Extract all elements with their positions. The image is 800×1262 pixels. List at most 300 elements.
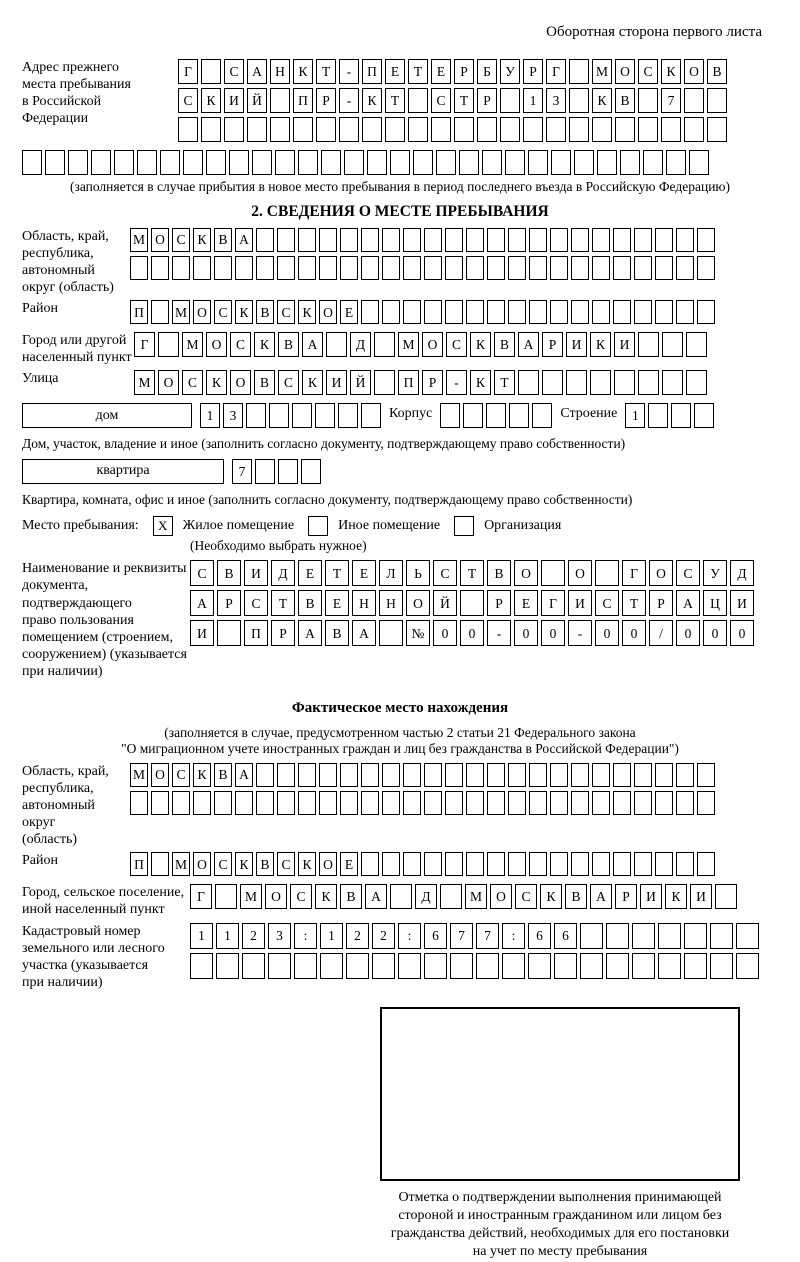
char-cell[interactable]: К — [665, 884, 687, 909]
char-cell[interactable] — [634, 256, 652, 280]
char-cell[interactable]: М — [240, 884, 262, 909]
char-cell[interactable] — [362, 117, 382, 142]
char-cell[interactable] — [550, 256, 568, 280]
char-cell[interactable]: О — [514, 560, 538, 586]
char-cell[interactable] — [172, 256, 190, 280]
char-cell[interactable]: С — [230, 332, 251, 357]
char-cell[interactable] — [500, 117, 520, 142]
char-cell[interactable] — [632, 953, 655, 979]
char-cell[interactable]: К — [470, 370, 491, 395]
char-cell[interactable]: Н — [270, 59, 290, 84]
char-cell[interactable] — [694, 403, 714, 428]
char-cell[interactable] — [632, 923, 655, 949]
char-cell[interactable]: С — [515, 884, 537, 909]
char-cell[interactable] — [736, 923, 759, 949]
char-cell[interactable] — [403, 300, 421, 324]
checkbox-organization[interactable] — [454, 516, 474, 536]
char-cell[interactable] — [403, 763, 421, 787]
char-cell[interactable] — [151, 791, 169, 815]
char-cell[interactable]: С — [595, 590, 619, 616]
char-cell[interactable] — [45, 150, 65, 175]
char-cell[interactable]: С — [214, 852, 232, 876]
char-cell[interactable]: П — [244, 620, 268, 646]
char-cell[interactable] — [697, 228, 715, 252]
char-cell[interactable] — [697, 763, 715, 787]
char-cell[interactable] — [541, 560, 565, 586]
char-cell[interactable] — [91, 150, 111, 175]
char-cell[interactable] — [445, 228, 463, 252]
char-cell[interactable]: К — [362, 88, 382, 113]
char-cell[interactable] — [676, 763, 694, 787]
char-cell[interactable] — [269, 403, 289, 428]
char-cell[interactable] — [592, 300, 610, 324]
char-cell[interactable]: И — [190, 620, 214, 646]
char-cell[interactable] — [638, 117, 658, 142]
char-cell[interactable] — [466, 763, 484, 787]
char-cell[interactable]: Т — [316, 59, 336, 84]
char-cell[interactable] — [270, 117, 290, 142]
char-cell[interactable] — [466, 228, 484, 252]
char-cell[interactable]: П — [130, 300, 148, 324]
char-cell[interactable] — [151, 852, 169, 876]
char-cell[interactable] — [316, 117, 336, 142]
char-cell[interactable]: И — [640, 884, 662, 909]
char-cell[interactable]: Т — [408, 59, 428, 84]
char-cell[interactable] — [508, 300, 526, 324]
char-cell[interactable] — [571, 256, 589, 280]
char-cell[interactable]: Р — [217, 590, 241, 616]
char-cell[interactable] — [648, 403, 668, 428]
char-cell[interactable] — [361, 852, 379, 876]
char-cell[interactable] — [697, 256, 715, 280]
char-cell[interactable] — [528, 150, 548, 175]
char-cell[interactable]: А — [518, 332, 539, 357]
char-cell[interactable] — [655, 228, 673, 252]
char-cell[interactable] — [487, 300, 505, 324]
char-cell[interactable]: А — [352, 620, 376, 646]
char-cell[interactable] — [217, 620, 241, 646]
char-cell[interactable]: Д — [271, 560, 295, 586]
char-cell[interactable]: С — [278, 370, 299, 395]
char-cell[interactable] — [277, 791, 295, 815]
char-cell[interactable] — [424, 300, 442, 324]
char-cell[interactable]: В — [487, 560, 511, 586]
char-cell[interactable] — [242, 953, 265, 979]
char-cell[interactable]: О — [193, 300, 211, 324]
char-cell[interactable] — [382, 791, 400, 815]
char-cell[interactable]: 0 — [676, 620, 700, 646]
char-cell[interactable] — [403, 256, 421, 280]
char-cell[interactable] — [340, 256, 358, 280]
char-cell[interactable] — [613, 852, 631, 876]
char-cell[interactable]: 7 — [476, 923, 499, 949]
char-cell[interactable]: Д — [415, 884, 437, 909]
char-cell[interactable] — [214, 791, 232, 815]
char-cell[interactable]: Р — [615, 884, 637, 909]
char-cell[interactable]: Р — [523, 59, 543, 84]
char-cell[interactable] — [340, 228, 358, 252]
char-cell[interactable]: А — [235, 763, 253, 787]
char-cell[interactable] — [569, 59, 589, 84]
char-cell[interactable]: С — [224, 59, 244, 84]
char-cell[interactable] — [571, 763, 589, 787]
char-cell[interactable]: 7 — [661, 88, 681, 113]
char-cell[interactable]: А — [365, 884, 387, 909]
char-cell[interactable]: 0 — [622, 620, 646, 646]
char-cell[interactable]: С — [172, 228, 190, 252]
char-cell[interactable] — [424, 852, 442, 876]
char-cell[interactable] — [676, 791, 694, 815]
char-cell[interactable]: В — [340, 884, 362, 909]
char-cell[interactable] — [463, 403, 483, 428]
char-cell[interactable] — [592, 763, 610, 787]
char-cell[interactable]: Ц — [703, 590, 727, 616]
char-cell[interactable]: Г — [178, 59, 198, 84]
char-cell[interactable] — [662, 332, 683, 357]
char-cell[interactable]: С — [214, 300, 232, 324]
char-cell[interactable] — [413, 150, 433, 175]
char-cell[interactable] — [361, 403, 381, 428]
char-cell[interactable]: Р — [649, 590, 673, 616]
char-cell[interactable]: Й — [433, 590, 457, 616]
char-cell[interactable] — [215, 884, 237, 909]
char-cell[interactable] — [436, 150, 456, 175]
char-cell[interactable] — [374, 332, 395, 357]
char-cell[interactable] — [684, 923, 707, 949]
char-cell[interactable] — [505, 150, 525, 175]
char-cell[interactable] — [206, 150, 226, 175]
char-cell[interactable] — [707, 117, 727, 142]
char-cell[interactable] — [707, 88, 727, 113]
char-cell[interactable]: М — [592, 59, 612, 84]
char-cell[interactable] — [662, 370, 683, 395]
char-cell[interactable] — [502, 953, 525, 979]
char-cell[interactable]: К — [193, 763, 211, 787]
char-cell[interactable]: К — [661, 59, 681, 84]
char-cell[interactable]: В — [325, 620, 349, 646]
char-cell[interactable]: М — [134, 370, 155, 395]
char-cell[interactable] — [634, 791, 652, 815]
char-cell[interactable]: К — [193, 228, 211, 252]
char-cell[interactable] — [620, 150, 640, 175]
char-cell[interactable]: К — [592, 88, 612, 113]
char-cell[interactable] — [403, 852, 421, 876]
char-cell[interactable] — [529, 852, 547, 876]
char-cell[interactable]: О — [151, 763, 169, 787]
char-cell[interactable] — [638, 370, 659, 395]
char-cell[interactable] — [710, 953, 733, 979]
char-cell[interactable] — [606, 923, 629, 949]
char-cell[interactable] — [486, 403, 506, 428]
char-cell[interactable] — [590, 370, 611, 395]
char-cell[interactable]: П — [398, 370, 419, 395]
char-cell[interactable]: 0 — [541, 620, 565, 646]
char-cell[interactable] — [634, 228, 652, 252]
char-cell[interactable]: С — [638, 59, 658, 84]
char-cell[interactable] — [658, 923, 681, 949]
char-cell[interactable]: И — [568, 590, 592, 616]
char-cell[interactable] — [277, 228, 295, 252]
char-cell[interactable] — [390, 150, 410, 175]
char-cell[interactable] — [403, 228, 421, 252]
char-cell[interactable] — [382, 763, 400, 787]
char-cell[interactable] — [445, 256, 463, 280]
char-cell[interactable] — [634, 300, 652, 324]
char-cell[interactable]: К — [470, 332, 491, 357]
char-cell[interactable] — [643, 150, 663, 175]
char-cell[interactable]: К — [206, 370, 227, 395]
char-cell[interactable]: Г — [546, 59, 566, 84]
char-cell[interactable]: О — [319, 300, 337, 324]
char-cell[interactable]: М — [398, 332, 419, 357]
char-cell[interactable] — [697, 791, 715, 815]
char-cell[interactable] — [255, 459, 275, 484]
char-cell[interactable] — [201, 117, 221, 142]
char-cell[interactable] — [571, 228, 589, 252]
char-cell[interactable] — [638, 332, 659, 357]
char-cell[interactable] — [613, 300, 631, 324]
char-cell[interactable] — [638, 88, 658, 113]
char-cell[interactable] — [655, 791, 673, 815]
char-cell[interactable]: Т — [271, 590, 295, 616]
char-cell[interactable] — [344, 150, 364, 175]
char-cell[interactable] — [201, 59, 221, 84]
char-cell[interactable] — [487, 791, 505, 815]
char-cell[interactable]: Н — [352, 590, 376, 616]
char-cell[interactable]: - — [339, 59, 359, 84]
char-cell[interactable]: Е — [340, 300, 358, 324]
char-cell[interactable] — [278, 459, 298, 484]
char-cell[interactable] — [445, 852, 463, 876]
char-cell[interactable] — [613, 228, 631, 252]
char-cell[interactable]: Д — [730, 560, 754, 586]
char-cell[interactable] — [320, 953, 343, 979]
char-cell[interactable] — [592, 228, 610, 252]
char-cell[interactable]: К — [302, 370, 323, 395]
char-cell[interactable]: М — [172, 852, 190, 876]
char-cell[interactable]: А — [247, 59, 267, 84]
char-cell[interactable] — [550, 791, 568, 815]
char-cell[interactable]: И — [614, 332, 635, 357]
char-cell[interactable] — [160, 150, 180, 175]
char-cell[interactable]: Т — [385, 88, 405, 113]
char-cell[interactable] — [440, 884, 462, 909]
char-cell[interactable] — [684, 88, 704, 113]
char-cell[interactable] — [372, 953, 395, 979]
char-cell[interactable]: Е — [298, 560, 322, 586]
char-cell[interactable]: М — [130, 763, 148, 787]
char-cell[interactable] — [592, 256, 610, 280]
char-cell[interactable] — [671, 403, 691, 428]
char-cell[interactable] — [22, 150, 42, 175]
char-cell[interactable]: К — [590, 332, 611, 357]
char-cell[interactable] — [424, 763, 442, 787]
char-cell[interactable] — [655, 852, 673, 876]
char-cell[interactable] — [293, 117, 313, 142]
char-cell[interactable]: О — [684, 59, 704, 84]
char-cell[interactable] — [529, 256, 547, 280]
char-cell[interactable] — [595, 560, 619, 586]
char-cell[interactable]: К — [540, 884, 562, 909]
char-cell[interactable]: Т — [454, 88, 474, 113]
char-cell[interactable] — [214, 256, 232, 280]
char-cell[interactable] — [476, 953, 499, 979]
char-cell[interactable] — [550, 852, 568, 876]
char-cell[interactable] — [697, 300, 715, 324]
char-cell[interactable]: О — [406, 590, 430, 616]
char-cell[interactable]: К — [298, 300, 316, 324]
char-cell[interactable]: У — [500, 59, 520, 84]
checkbox-residential[interactable]: X — [153, 516, 173, 536]
char-cell[interactable]: Р — [316, 88, 336, 113]
char-cell[interactable]: 6 — [554, 923, 577, 949]
char-cell[interactable]: 1 — [200, 403, 220, 428]
char-cell[interactable] — [385, 117, 405, 142]
char-cell[interactable] — [569, 117, 589, 142]
char-cell[interactable] — [292, 403, 312, 428]
char-cell[interactable] — [454, 117, 474, 142]
char-cell[interactable]: 3 — [223, 403, 243, 428]
char-cell[interactable]: : — [502, 923, 525, 949]
char-cell[interactable] — [571, 791, 589, 815]
char-cell[interactable] — [508, 791, 526, 815]
char-cell[interactable]: О — [265, 884, 287, 909]
char-cell[interactable] — [518, 370, 539, 395]
char-cell[interactable] — [532, 403, 552, 428]
char-cell[interactable] — [247, 117, 267, 142]
char-cell[interactable] — [256, 791, 274, 815]
char-cell[interactable] — [487, 256, 505, 280]
char-cell[interactable] — [340, 763, 358, 787]
char-cell[interactable] — [466, 791, 484, 815]
char-cell[interactable] — [298, 150, 318, 175]
char-cell[interactable]: Ь — [406, 560, 430, 586]
char-cell[interactable]: Т — [460, 560, 484, 586]
char-cell[interactable]: И — [730, 590, 754, 616]
char-cell[interactable]: И — [224, 88, 244, 113]
char-cell[interactable] — [542, 370, 563, 395]
char-cell[interactable] — [361, 300, 379, 324]
char-cell[interactable] — [655, 300, 673, 324]
char-cell[interactable]: Р — [422, 370, 443, 395]
char-cell[interactable]: Д — [350, 332, 371, 357]
char-cell[interactable]: С — [277, 852, 295, 876]
char-cell[interactable] — [615, 117, 635, 142]
char-cell[interactable] — [715, 884, 737, 909]
char-cell[interactable] — [566, 370, 587, 395]
char-cell[interactable] — [315, 403, 335, 428]
char-cell[interactable] — [466, 852, 484, 876]
char-cell[interactable]: О — [615, 59, 635, 84]
char-cell[interactable]: Р — [271, 620, 295, 646]
char-cell[interactable] — [246, 403, 266, 428]
char-cell[interactable]: М — [130, 228, 148, 252]
char-cell[interactable] — [613, 763, 631, 787]
char-cell[interactable] — [275, 150, 295, 175]
char-cell[interactable]: 2 — [346, 923, 369, 949]
char-cell[interactable] — [482, 150, 502, 175]
char-cell[interactable]: - — [339, 88, 359, 113]
char-cell[interactable]: 1 — [320, 923, 343, 949]
char-cell[interactable]: В — [278, 332, 299, 357]
char-cell[interactable] — [736, 953, 759, 979]
char-cell[interactable]: В — [254, 370, 275, 395]
char-cell[interactable]: В — [256, 300, 274, 324]
char-cell[interactable]: Б — [477, 59, 497, 84]
char-cell[interactable] — [440, 403, 460, 428]
char-cell[interactable]: 7 — [450, 923, 473, 949]
char-cell[interactable] — [361, 791, 379, 815]
char-cell[interactable]: Й — [350, 370, 371, 395]
char-cell[interactable]: А — [190, 590, 214, 616]
char-cell[interactable] — [424, 953, 447, 979]
char-cell[interactable]: С — [190, 560, 214, 586]
char-cell[interactable] — [270, 88, 290, 113]
char-cell[interactable] — [686, 370, 707, 395]
char-cell[interactable]: 0 — [595, 620, 619, 646]
char-cell[interactable]: 0 — [703, 620, 727, 646]
char-cell[interactable]: 2 — [242, 923, 265, 949]
char-cell[interactable]: В — [615, 88, 635, 113]
char-cell[interactable] — [319, 256, 337, 280]
char-cell[interactable]: К — [298, 852, 316, 876]
char-cell[interactable]: 3 — [268, 923, 291, 949]
char-cell[interactable] — [445, 763, 463, 787]
char-cell[interactable] — [193, 791, 211, 815]
char-cell[interactable] — [361, 763, 379, 787]
char-cell[interactable]: Г — [190, 884, 212, 909]
char-cell[interactable] — [529, 763, 547, 787]
char-cell[interactable] — [597, 150, 617, 175]
char-cell[interactable] — [487, 763, 505, 787]
char-cell[interactable]: О — [206, 332, 227, 357]
char-cell[interactable] — [403, 791, 421, 815]
char-cell[interactable] — [445, 791, 463, 815]
char-cell[interactable] — [367, 150, 387, 175]
char-cell[interactable] — [158, 332, 179, 357]
char-cell[interactable]: С — [178, 88, 198, 113]
char-cell[interactable]: Т — [494, 370, 515, 395]
char-cell[interactable] — [339, 117, 359, 142]
char-cell[interactable] — [183, 150, 203, 175]
char-cell[interactable] — [408, 88, 428, 113]
char-cell[interactable]: У — [703, 560, 727, 586]
char-cell[interactable] — [684, 953, 707, 979]
char-cell[interactable] — [655, 256, 673, 280]
char-cell[interactable]: Р — [487, 590, 511, 616]
char-cell[interactable] — [523, 117, 543, 142]
char-cell[interactable]: О — [319, 852, 337, 876]
char-cell[interactable] — [655, 763, 673, 787]
char-cell[interactable] — [321, 150, 341, 175]
char-cell[interactable]: Е — [352, 560, 376, 586]
char-cell[interactable] — [508, 256, 526, 280]
char-cell[interactable]: 2 — [372, 923, 395, 949]
char-cell[interactable]: П — [293, 88, 313, 113]
char-cell[interactable]: - — [568, 620, 592, 646]
char-cell[interactable] — [224, 117, 244, 142]
char-cell[interactable]: Т — [622, 590, 646, 616]
char-cell[interactable]: М — [172, 300, 190, 324]
char-cell[interactable]: 6 — [424, 923, 447, 949]
char-cell[interactable] — [294, 953, 317, 979]
char-cell[interactable] — [398, 953, 421, 979]
char-cell[interactable]: С — [182, 370, 203, 395]
char-cell[interactable] — [689, 150, 709, 175]
char-cell[interactable]: С — [277, 300, 295, 324]
char-cell[interactable]: Е — [385, 59, 405, 84]
char-cell[interactable] — [554, 953, 577, 979]
